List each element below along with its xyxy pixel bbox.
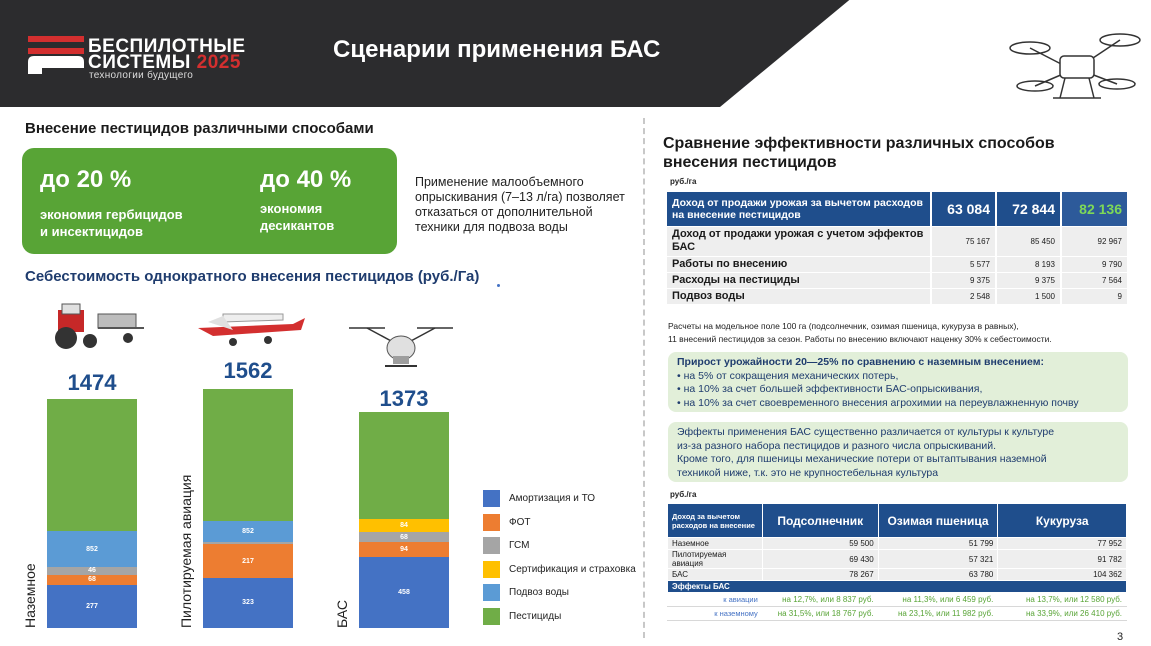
unit-label: руб./га: [670, 177, 697, 186]
section-title: Внесение пестицидов различными способами: [25, 120, 374, 137]
comparison-title: Сравнение эффективности различных способов внесения пестицидов: [663, 135, 1055, 171]
bar-segment-label: 84: [400, 521, 408, 529]
row-value: 63 780: [878, 569, 998, 581]
legend-item: Подвоз воды: [483, 584, 569, 601]
bar-segment-label: 94: [400, 546, 408, 554]
bar-label-ground: Наземное: [22, 563, 38, 628]
bullet-dot: [497, 284, 500, 287]
yield-box-title: Прирост урожайности 20—25% по сравнению с наземным внесением:: [677, 356, 1044, 368]
row-value: 1 500: [996, 288, 1061, 304]
comparison-value: на 31,5%, или 18 767 руб.: [762, 607, 878, 621]
row-label: Расходы на пестициды: [667, 272, 931, 288]
row-value: 8 193: [996, 256, 1061, 272]
company-logo-icon: [28, 36, 84, 74]
legend-swatch: [483, 561, 500, 578]
comparison-value: на 11,3%, или 6 459 руб.: [878, 593, 998, 607]
comparison-label: к наземному: [668, 607, 763, 621]
row-label: БАС: [668, 569, 763, 581]
water-note: Применение малообъемного опрыскивания (7–13 л/га) позволяет отказаться от дополнительной техники для подвоза воды: [415, 175, 625, 234]
bar-segment: [359, 519, 449, 532]
saving-value-2: до 40 %: [260, 166, 352, 193]
row-value: 104 362: [998, 569, 1127, 581]
crop-column-header: Подсолнечник: [762, 504, 878, 538]
calculation-note: Расчеты на модельное поле 100 га (подсолнечник, озимая пшеница, кукуруза в равных), 11 внесений пестицидов за сезон. Работы по внесению включают наценку 30% к себестоимости.: [668, 321, 1052, 344]
legend-swatch: [483, 490, 500, 507]
legend-swatch: [483, 584, 500, 601]
bar-label-aviation: Пилотируемая авиация: [178, 474, 194, 628]
row-label: Доход от продажи урожая с учетом эффектов БАС: [667, 226, 931, 256]
effects-line: из-за разного набора пестицидов и разного числа опрыскиваний.: [677, 439, 996, 452]
bar-segment-label: 458: [398, 588, 410, 596]
logo-line2: СИСТЕМЫ 2025: [88, 52, 241, 73]
bar-segment: [359, 542, 449, 557]
logo-year: 2025: [196, 52, 241, 73]
row-value: 85 450: [996, 226, 1061, 256]
yield-box: [668, 352, 1128, 412]
row-label: Наземное: [668, 538, 763, 550]
legend-item: Амортизация и ТО: [483, 490, 595, 507]
comparison-label: к авиации: [668, 593, 763, 607]
comparison-row: [668, 607, 1127, 621]
crop-table-header: [668, 504, 1127, 538]
bar-segment: [359, 557, 449, 628]
bar-segment: [47, 575, 137, 586]
logo-tagline: технологии будущего: [89, 70, 194, 81]
crop-table: [667, 503, 1127, 621]
bar-segment: [203, 578, 293, 628]
row-value: 78 267: [762, 569, 878, 581]
row-value: 92 967: [1061, 226, 1127, 256]
effects-header-label: Эффекты БАС: [668, 581, 1127, 593]
legend-swatch: [483, 514, 500, 531]
row-value: 9: [1061, 288, 1127, 304]
effects-box: [668, 422, 1128, 482]
table-row: [668, 569, 1127, 581]
row-value: 69 430: [762, 550, 878, 569]
table-header-label: Доход от продажи урожая за вычетом расходов на внесение пестицидов: [667, 192, 931, 226]
bar-segment-label: 68: [400, 533, 408, 541]
page-number: 3: [1117, 631, 1124, 643]
crop-table-header-label: Доход за вычетом расходов на внесение: [668, 504, 763, 538]
logo-line1: БЕСПИЛОТНЫЕ: [88, 36, 246, 57]
comparison-value: на 13,7%, или 12 580 руб.: [998, 593, 1127, 607]
bar-segment-label: 46: [88, 567, 96, 575]
row-value: 77 952: [998, 538, 1127, 550]
yield-item: • на 5% от сокращения механических потерь,: [677, 369, 899, 382]
airplane-icon: [193, 300, 308, 350]
bar-total-ground: 1474: [67, 370, 117, 395]
saving-caption-2: экономия десикантов: [260, 201, 335, 233]
legend-item: ФОТ: [483, 514, 531, 531]
row-value: 9 375: [931, 272, 996, 288]
table-header-value: 72 844: [996, 192, 1061, 226]
bar-segment: [203, 544, 293, 578]
cost-chart-title: Себестоимость однократного внесения пестицидов (руб./Га): [25, 268, 480, 285]
bar-segment-label: 323: [242, 599, 254, 607]
row-value: 75 167: [931, 226, 996, 256]
bar-segment-label: 277: [86, 603, 98, 611]
column-divider: [643, 118, 645, 638]
row-label: Пилотируемая авиация: [668, 550, 763, 569]
legend-item: Сертификация и страховка: [483, 561, 636, 578]
row-label: Работы по внесению: [667, 256, 931, 272]
bar-segment: [203, 542, 293, 544]
effects-line: Эффекты применения БАС существенно различается от культуры к культуре: [677, 426, 1055, 438]
table-header-value: 63 084: [931, 192, 996, 226]
bar-segment: [359, 532, 449, 543]
table-header-value-best: 82 136: [1061, 192, 1127, 226]
table-row: [667, 288, 1127, 304]
row-value: 5 577: [931, 256, 996, 272]
table-row: [668, 538, 1127, 550]
bar-segment: [203, 389, 293, 521]
legend-swatch: [483, 608, 500, 625]
bar-segment: [47, 567, 137, 574]
effects-header-row: [668, 581, 1127, 593]
row-value: 91 782: [998, 550, 1127, 569]
effects-line: техникой ниже, т.к. это не крупностебельная культура: [677, 466, 939, 479]
bar-segment-label: 68: [88, 576, 96, 584]
bar-total-aviation: 1562: [223, 358, 273, 383]
row-value: 57 321: [878, 550, 998, 569]
row-value: 51 799: [878, 538, 998, 550]
bar-segment: [47, 399, 137, 531]
bar-segment: [359, 412, 449, 519]
bar-label-drone: БАС: [334, 599, 350, 628]
legend-item: ГСМ: [483, 537, 529, 554]
tractor-icon: [48, 300, 148, 350]
table-row: [668, 550, 1127, 569]
legend-swatch: [483, 537, 500, 554]
yield-item: • на 10% за счет своевременного внесения агрохимии на переувлажненную почву: [677, 396, 1079, 409]
comparison-row: [668, 593, 1127, 607]
bar-segment: [47, 531, 137, 567]
table-row: [667, 272, 1127, 288]
saving-value-1: до 20 %: [40, 166, 132, 193]
bar-segment: [203, 521, 293, 542]
efficiency-table: [667, 192, 1127, 305]
bar-segment-label: 852: [86, 545, 98, 553]
table-row: [667, 226, 1127, 256]
table-row: [667, 256, 1127, 272]
bar-segment: [47, 585, 137, 628]
drone-illustration-icon: [1005, 18, 1145, 118]
comparison-value: на 23,1%, или 11 982 руб.: [878, 607, 998, 621]
comparison-value: на 12,7%, или 8 837 руб.: [762, 593, 878, 607]
crop-column-header: Кукуруза: [998, 504, 1127, 538]
effects-line: Кроме того, для пшеницы механические потери от вытаптывания наземной: [677, 453, 1047, 465]
row-value: 9 790: [1061, 256, 1127, 272]
savings-box: [22, 148, 397, 254]
bar-segment-label: 852: [242, 528, 254, 536]
bar-segment-label: 217: [242, 557, 254, 565]
crop-column-header: Озимая пшеница: [878, 504, 998, 538]
row-value: 9 375: [996, 272, 1061, 288]
row-value: 59 500: [762, 538, 878, 550]
agro-drone-icon: [345, 318, 457, 372]
row-value: 7 564: [1061, 272, 1127, 288]
yield-item: • на 10% за счет большей эффективности БАС-опрыскивания,: [677, 383, 983, 395]
row-value: 2 548: [931, 288, 996, 304]
legend-item: Пестициды: [483, 608, 561, 625]
bar-total-drone: 1373: [379, 386, 429, 411]
table-header-row: [667, 192, 1127, 226]
page-title: Сценарии применения БАС: [333, 36, 661, 63]
row-label: Подвоз воды: [667, 288, 931, 304]
comparison-value: на 33,9%, или 26 410 руб.: [998, 607, 1127, 621]
unit-label-2: руб./га: [670, 490, 697, 499]
saving-caption-1: экономия гербицидов и инсектицидов: [40, 207, 183, 239]
